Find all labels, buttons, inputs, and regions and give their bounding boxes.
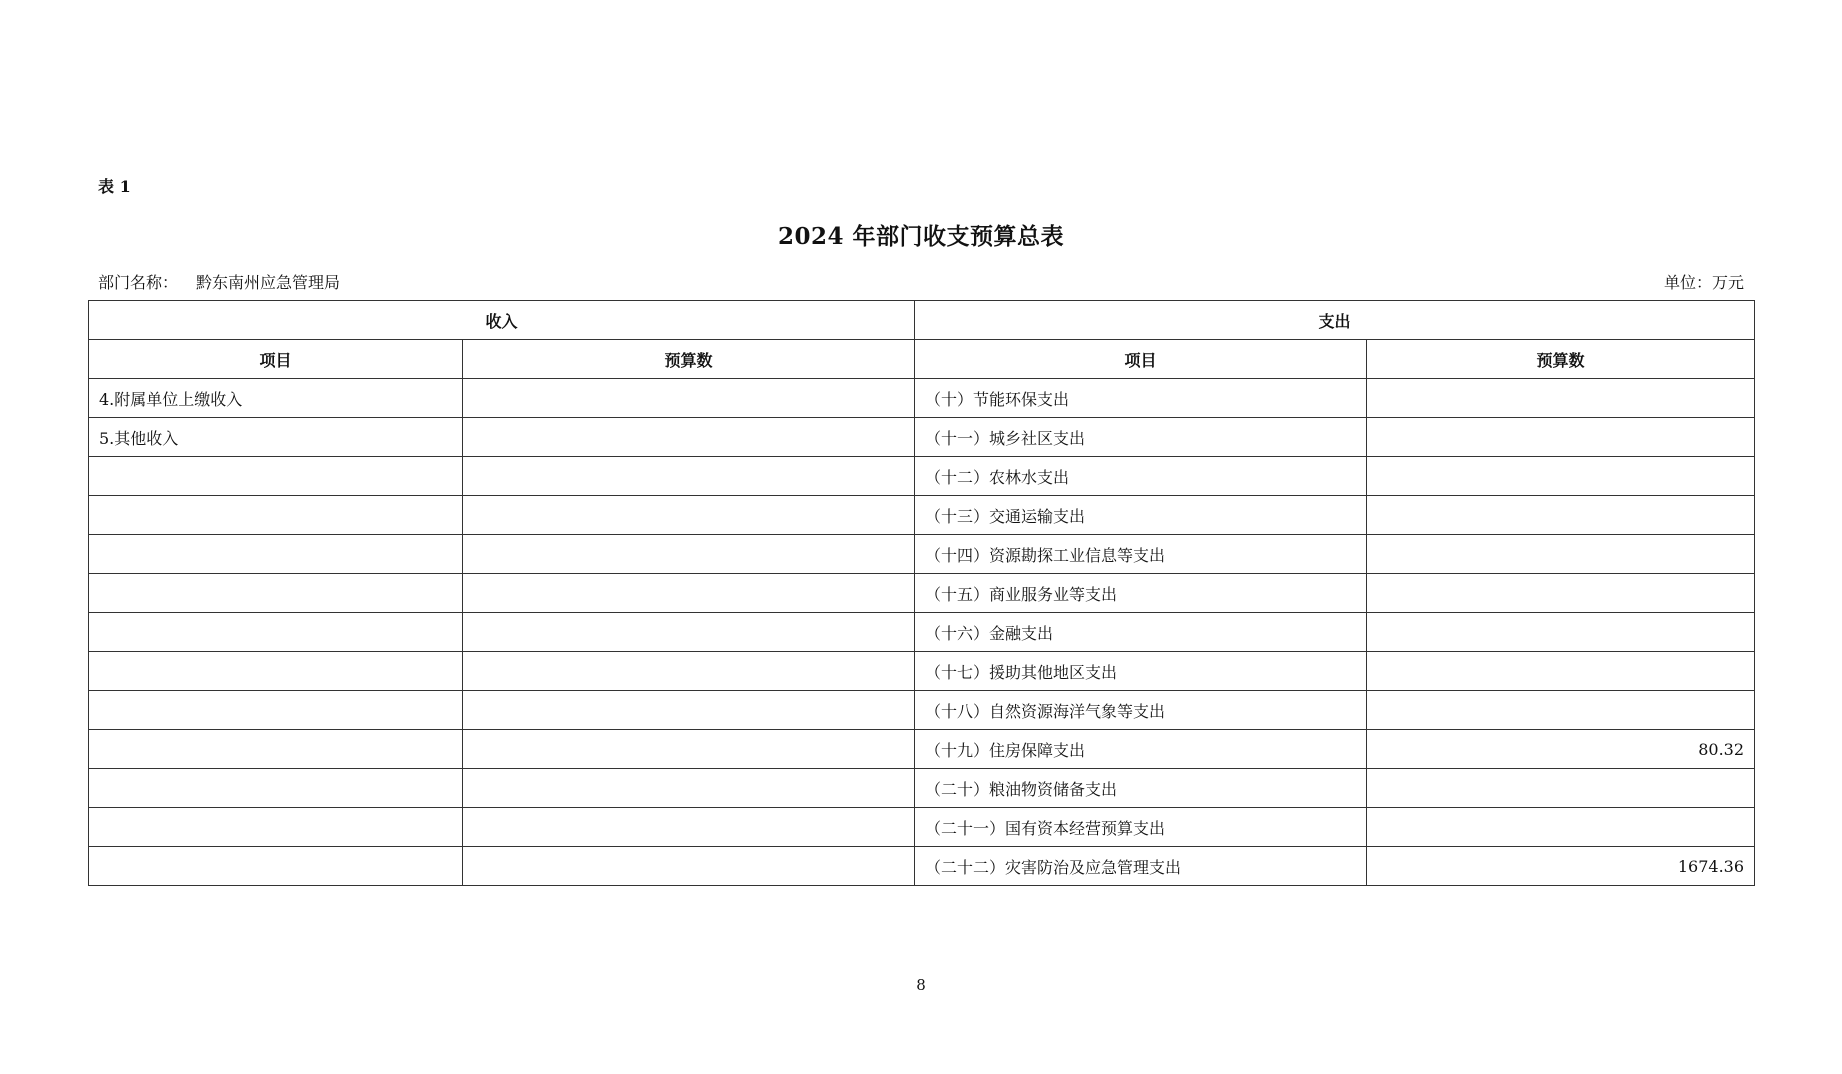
- income-item-cell: [89, 730, 463, 769]
- income-amount-cell: [463, 730, 915, 769]
- table-row: [89, 457, 1755, 496]
- table-row: [89, 535, 1755, 574]
- expense-amount-cell: [1367, 574, 1755, 613]
- expense-item-cell: （二十一）国有资本经营预算支出: [915, 808, 1367, 847]
- department-label: 部门名称：: [98, 273, 179, 292]
- table-meta: [98, 270, 1744, 293]
- income-amount-cell: [463, 847, 915, 886]
- expense-amount-cell: [1367, 496, 1755, 535]
- income-item-cell: 5.其他收入: [89, 418, 463, 457]
- income-item-cell: [89, 769, 463, 808]
- income-amount-cell: [463, 496, 915, 535]
- income-item-cell: [89, 613, 463, 652]
- expense-amount-cell: [1367, 808, 1755, 847]
- page-title: 2024 年部门收支预算总表: [777, 223, 1065, 250]
- table-row: [89, 652, 1755, 691]
- income-amount-cell: [463, 613, 915, 652]
- expense-item-cell: （十四）资源勘探工业信息等支出: [915, 535, 1367, 574]
- page-number: 8: [916, 976, 926, 994]
- department-info: [98, 270, 340, 293]
- expense-item-cell: （十六）金融支出: [915, 613, 1367, 652]
- income-amount-cell: [463, 457, 915, 496]
- expense-header: 支出: [915, 301, 1755, 340]
- income-amount-cell: [463, 379, 915, 418]
- column-header-row: [89, 340, 1755, 379]
- income-amount-header: 预算数: [463, 340, 915, 379]
- table-row: [89, 379, 1755, 418]
- expense-item-cell: （十九）住房保障支出: [915, 730, 1367, 769]
- department-name: 黔东南州应急管理局: [196, 273, 341, 292]
- expense-item-cell: （十八）自然资源海洋气象等支出: [915, 691, 1367, 730]
- income-item-cell: [89, 808, 463, 847]
- expense-amount-cell: [1367, 379, 1755, 418]
- table-row: [89, 691, 1755, 730]
- expense-amount-cell: [1367, 769, 1755, 808]
- table-row: [89, 574, 1755, 613]
- table-row: [89, 613, 1755, 652]
- income-item-cell: [89, 652, 463, 691]
- budget-table-body: [89, 379, 1755, 886]
- expense-item-cell: （十五）商业服务业等支出: [915, 574, 1367, 613]
- expense-item-header: 项目: [915, 340, 1367, 379]
- income-item-cell: [89, 496, 463, 535]
- income-item-cell: [89, 457, 463, 496]
- unit-label: 单位：万元: [1663, 273, 1744, 292]
- expense-item-cell: （十二）农林水支出: [915, 457, 1367, 496]
- income-amount-cell: [463, 652, 915, 691]
- expense-item-cell: （十三）交通运输支出: [915, 496, 1367, 535]
- income-amount-cell: [463, 535, 915, 574]
- table-row: [89, 808, 1755, 847]
- table-row: [89, 847, 1755, 886]
- expense-amount-cell: 80.32: [1367, 730, 1755, 769]
- income-item-cell: [89, 535, 463, 574]
- income-amount-cell: [463, 574, 915, 613]
- income-header: 收入: [89, 301, 915, 340]
- income-item-cell: [89, 574, 463, 613]
- group-header-row: [89, 301, 1755, 340]
- expense-amount-cell: [1367, 418, 1755, 457]
- table-row: [89, 418, 1755, 457]
- table-number: 表 1: [98, 177, 131, 196]
- expense-amount-cell: 1674.36: [1367, 847, 1755, 886]
- expense-item-cell: （十一）城乡社区支出: [915, 418, 1367, 457]
- table-row: [89, 496, 1755, 535]
- income-amount-cell: [463, 769, 915, 808]
- budget-table: [88, 300, 1755, 886]
- income-amount-cell: [463, 808, 915, 847]
- expense-amount-cell: [1367, 535, 1755, 574]
- expense-item-cell: （十）节能环保支出: [915, 379, 1367, 418]
- expense-item-cell: （二十）粮油物资储备支出: [915, 769, 1367, 808]
- income-item-cell: [89, 691, 463, 730]
- income-item-header: 项目: [89, 340, 463, 379]
- expense-amount-cell: [1367, 691, 1755, 730]
- income-amount-cell: [463, 418, 915, 457]
- expense-amount-cell: [1367, 457, 1755, 496]
- expense-item-cell: （十七）援助其他地区支出: [915, 652, 1367, 691]
- table-row: [89, 769, 1755, 808]
- income-item-cell: [89, 847, 463, 886]
- income-item-cell: 4.附属单位上缴收入: [89, 379, 463, 418]
- table-row: [89, 730, 1755, 769]
- expense-item-cell: （二十二）灾害防治及应急管理支出: [915, 847, 1367, 886]
- expense-amount-cell: [1367, 613, 1755, 652]
- expense-amount-header: 预算数: [1367, 340, 1755, 379]
- expense-amount-cell: [1367, 652, 1755, 691]
- income-amount-cell: [463, 691, 915, 730]
